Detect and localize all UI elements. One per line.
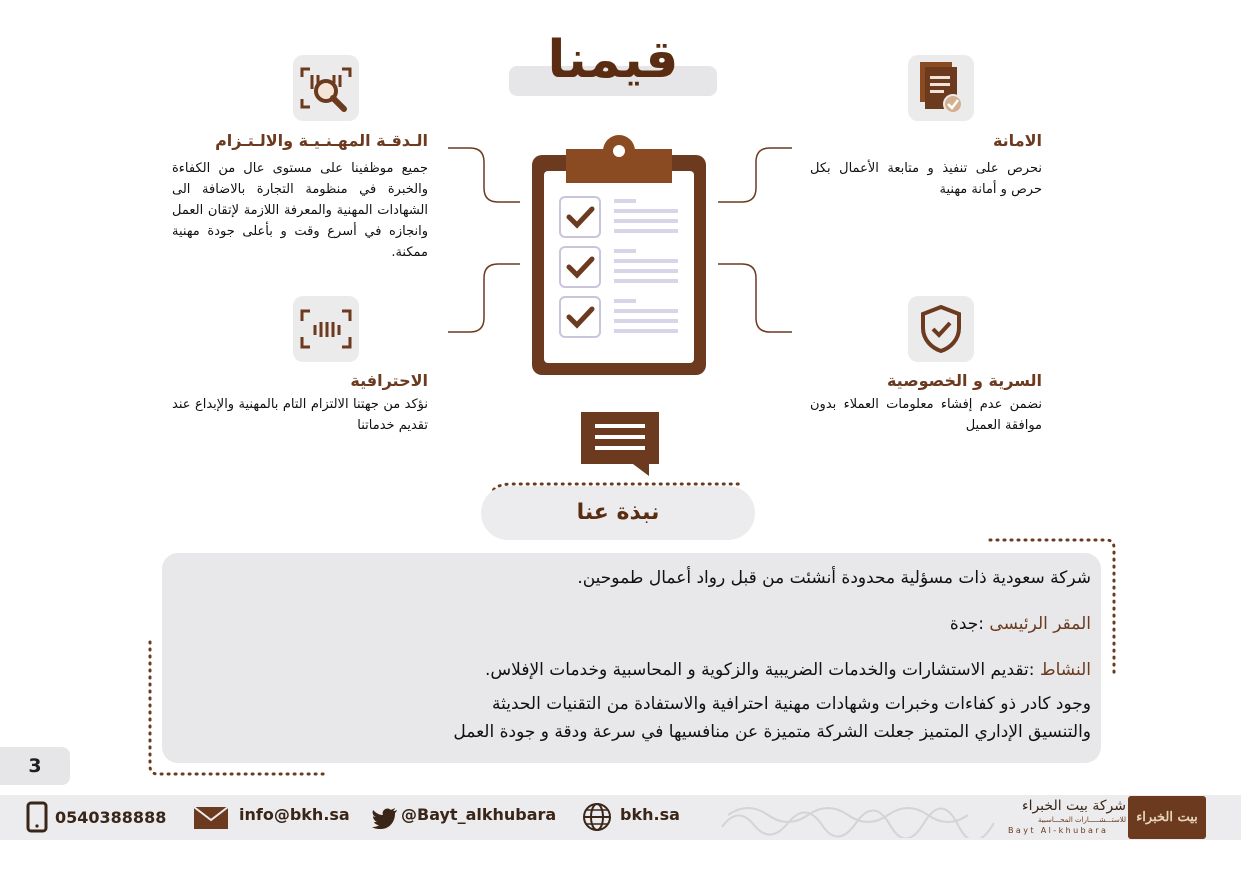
footer-phone[interactable]: 0540388888	[55, 808, 167, 827]
page-title: قيمنا	[547, 30, 679, 90]
mail-icon	[193, 806, 229, 830]
phone-icon	[26, 801, 48, 833]
amanah-icon-box	[908, 55, 974, 121]
value-confidentiality-title: السرية و الخصوصية	[886, 371, 1042, 390]
about-activity-value: :تقديم الاستشارات والخدمات الضريبية والزكوية و المحاسبية وخدمات الإفلاس.	[485, 660, 1035, 680]
footer-company-ar: شركة بيت الخبراء	[1021, 798, 1126, 814]
value-confidentiality-body: نضمن عدم إفشاء معلومات العملاء بدون موافقة العميل	[810, 397, 1042, 433]
company-logo: بيت الخبراء	[1128, 796, 1206, 839]
clipboard-checklist-icon	[530, 133, 708, 377]
value-professionalism-title: الاحترافية	[350, 371, 428, 390]
about-hq	[950, 612, 1091, 636]
barcode-scan-icon	[298, 307, 354, 351]
chat-bubble-icon	[579, 410, 661, 478]
footer-twitter[interactable]: @Bayt_alkhubara	[401, 805, 557, 824]
footer-company-en: Bayt Al-khubara	[1008, 826, 1109, 835]
about-heading: نبذة عنا	[481, 486, 755, 540]
value-amanah-title: الامانة	[992, 131, 1042, 150]
precision-icon-box	[293, 55, 359, 121]
value-amanah	[810, 130, 1042, 200]
confidentiality-icon-box	[908, 296, 974, 362]
value-professionalism	[172, 370, 428, 436]
twitter-icon	[372, 807, 398, 829]
about-line-5: والتنسيق الإداري المتميز جعلت الشركة متميزة عن منافسيها في سرعة ودقة و جودة العمل	[453, 722, 1091, 742]
calligraphy-watermark	[718, 797, 1000, 838]
globe-icon	[582, 802, 612, 832]
shield-check-icon	[919, 304, 963, 354]
value-precision-title: الـدقـة المهـنـيـة والالـتـزام	[215, 131, 428, 150]
document-check-icon	[916, 60, 966, 116]
about-activity-label: النشاط	[1039, 660, 1091, 680]
page-number: 3	[0, 747, 70, 785]
about-hq-label: المقر الرئيسى	[989, 614, 1091, 634]
value-precision-body: جميع موظفينا على مستوى عال من الكفاءة والخبرة في منظومة التجارة بالاضافة الى الشهادات المهنية والمعرفة اللازمة لإتقان العمل وانجازه في أسرع وقت و بأعلى جودة مهنية ممكنة.	[172, 161, 428, 260]
about-hq-value: :جدة	[949, 614, 984, 634]
professionalism-icon-box	[293, 296, 359, 362]
footer-bar	[0, 795, 1241, 840]
about-line-1: شركة سعودية ذات مسؤلية محدودة أنشئت من قبل رواد أعمال طموحين.	[577, 568, 1091, 588]
footer-company-sub: للاستـــشـــــارات المحـــاسبية	[1038, 816, 1126, 824]
scan-search-icon	[298, 63, 354, 113]
value-amanah-body: نحرص على تنفيذ و متابعة الأعمال بكل حرص و أمانة مهنية	[810, 161, 1042, 197]
value-precision	[172, 130, 428, 263]
about-activity	[485, 658, 1091, 682]
footer-website[interactable]: bkh.sa	[620, 805, 680, 824]
footer-email[interactable]: info@bkh.sa	[239, 805, 350, 824]
value-confidentiality	[810, 370, 1042, 436]
value-professionalism-body: نؤكد من جهتنا الالتزام التام بالمهنية والإبداع عند تقديم خدماتنا	[172, 397, 428, 433]
about-line-4: وجود كادر ذو كفاءات وخبرات وشهادات مهنية احترافية والاستفادة من التقنيات الحديثة	[492, 694, 1091, 714]
